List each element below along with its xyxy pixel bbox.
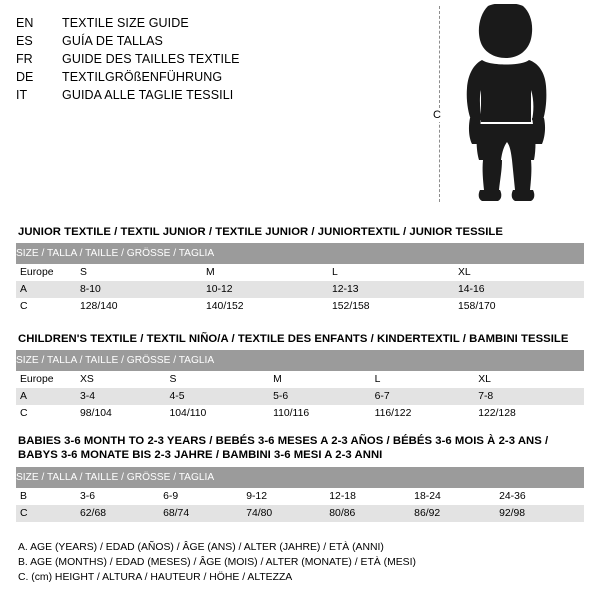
- babies-size-table: [16, 467, 584, 522]
- language-row: [16, 14, 416, 32]
- language-title: TEXTILGRÖßENFÜHRUNG: [62, 70, 223, 84]
- table-header-label: SIZE / TALLA / TAILLE / GRÖSSE / TAGLIA: [16, 243, 584, 264]
- table-header-row: [16, 467, 584, 488]
- cell: 8-10: [80, 281, 206, 298]
- row-label: Europe: [16, 371, 80, 388]
- cell: 24-36: [499, 488, 584, 505]
- language-code: FR: [16, 52, 33, 66]
- cell: 6-7: [375, 388, 479, 405]
- table-row: [16, 505, 584, 522]
- cell: 122/128: [478, 405, 584, 422]
- cell: 5-6: [273, 388, 374, 405]
- cell: 14-16: [458, 281, 584, 298]
- cell: 7-8: [478, 388, 584, 405]
- language-code: IT: [16, 88, 28, 102]
- language-row: [16, 50, 416, 68]
- cell: 152/158: [332, 298, 458, 315]
- row-label: Europe: [16, 264, 80, 281]
- language-title: GUÍA DE TALLAS: [62, 34, 163, 48]
- table-row: [16, 371, 584, 388]
- cell: 104/110: [170, 405, 274, 422]
- cell: 74/80: [246, 505, 329, 522]
- language-row: [16, 86, 416, 104]
- table-header-label: SIZE / TALLA / TAILLE / GRÖSSE / TAGLIA: [16, 467, 584, 488]
- cell: 158/170: [458, 298, 584, 315]
- children-size-table: [16, 350, 584, 422]
- table-row: [16, 298, 584, 315]
- row-label: C: [16, 405, 80, 422]
- cell: 68/74: [163, 505, 246, 522]
- measurement-figure: [432, 4, 592, 204]
- cell: 6-9: [163, 488, 246, 505]
- language-code: ES: [16, 34, 33, 48]
- cell: 18-24: [414, 488, 499, 505]
- row-label: A: [16, 281, 80, 298]
- cell: 3-4: [80, 388, 170, 405]
- language-title: GUIDA ALLE TAGLIE TESSILI: [62, 88, 234, 102]
- cell: 3-6: [80, 488, 163, 505]
- table-header-row: [16, 350, 584, 371]
- cell: S: [170, 371, 274, 388]
- section-children: [16, 333, 584, 422]
- language-title-list: [16, 14, 416, 104]
- section-title: JUNIOR TEXTILE / TEXTIL JUNIOR / TEXTILE JUNIOR / JUNIORTEXTIL / JUNIOR TESSILE: [18, 226, 503, 238]
- cell: XS: [80, 371, 170, 388]
- table-row: [16, 405, 584, 422]
- section-title: CHILDREN'S TEXTILE / TEXTIL NIÑO/A / TEXTILE DES ENFANTS / KINDERTEXTIL / BAMBINI TESSILE: [18, 333, 569, 345]
- cell: L: [375, 371, 479, 388]
- junior-size-table: [16, 243, 584, 315]
- cell: 10-12: [206, 281, 332, 298]
- row-label: A: [16, 388, 80, 405]
- table-header-label: SIZE / TALLA / TAILLE / GRÖSSE / TAGLIA: [16, 350, 584, 371]
- cell: 128/140: [80, 298, 206, 315]
- cell: 12-18: [329, 488, 414, 505]
- table-row: [16, 264, 584, 281]
- language-code: DE: [16, 70, 34, 84]
- cell: 12-13: [332, 281, 458, 298]
- measurement-label-c: C: [433, 109, 441, 121]
- table-header-row: [16, 243, 584, 264]
- section-junior: [16, 226, 584, 315]
- cell: XL: [458, 264, 584, 281]
- language-title: GUIDE DES TAILLES TEXTILE: [62, 52, 240, 66]
- cell: 140/152: [206, 298, 332, 315]
- row-label: C: [16, 505, 80, 522]
- cell: 92/98: [499, 505, 584, 522]
- cell: 62/68: [80, 505, 163, 522]
- cell: S: [80, 264, 206, 281]
- language-row: [16, 68, 416, 86]
- legend-item: A. AGE (YEARS) / EDAD (AÑOS) / ÂGE (ANS) / ALTER (JAHRE) / ETÀ (ANNI): [18, 542, 384, 553]
- section-babies: [16, 434, 584, 522]
- cell: M: [273, 371, 374, 388]
- cell: 86/92: [414, 505, 499, 522]
- row-label: B: [16, 488, 80, 505]
- table-row: [16, 488, 584, 505]
- cell: 110/116: [273, 405, 374, 422]
- legend-item: C. (cm) HEIGHT / ALTURA / HAUTEUR / HÖHE / ALTEZZA: [18, 572, 293, 583]
- language-row: [16, 32, 416, 50]
- legend-item: B. AGE (MONTHS) / EDAD (MESES) / ÂGE (MOIS) / ALTER (MONATE) / ETÀ (MESI): [18, 557, 416, 568]
- measurement-dashed-line: [439, 6, 440, 202]
- cell: XL: [478, 371, 584, 388]
- cell: 98/104: [80, 405, 170, 422]
- cell: 116/122: [375, 405, 479, 422]
- cell: M: [206, 264, 332, 281]
- cell: 4-5: [170, 388, 274, 405]
- cell: 9-12: [246, 488, 329, 505]
- cell: L: [332, 264, 458, 281]
- language-code: EN: [16, 16, 34, 30]
- cell: 80/86: [329, 505, 414, 522]
- language-title: TEXTILE SIZE GUIDE: [62, 16, 189, 30]
- table-row: [16, 281, 584, 298]
- legend: [18, 540, 584, 585]
- section-title: BABIES 3-6 MONTH TO 2-3 YEARS / BEBÉS 3-6 MESES A 2-3 AÑOS / BÉBÉS 3-6 MOIS À 2-3 ANS / BABYS 3-6 MONATE BIS 2-3 JAHRE / BAMBINI 3-6 MESI A 2-3 ANNI: [18, 435, 549, 461]
- table-row: [16, 388, 584, 405]
- row-label: C: [16, 298, 80, 315]
- child-silhouette-icon: [450, 4, 580, 204]
